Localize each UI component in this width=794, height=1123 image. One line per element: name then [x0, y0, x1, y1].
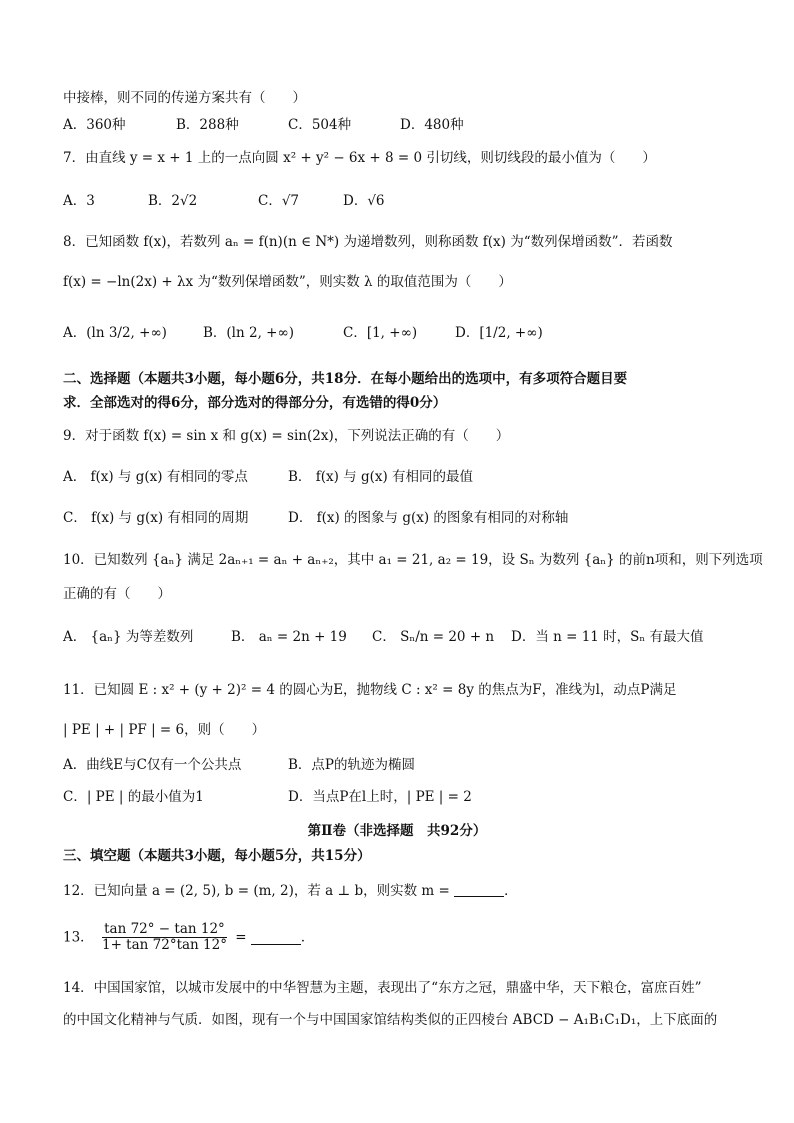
part2-heading: 第Ⅱ卷（非选择题 共92分） [307, 823, 487, 839]
q10-option-c: C． Sₙ/n = 20 + n [372, 629, 495, 645]
q13-fraction [100, 922, 229, 953]
q10-stem-line1: 10．已知数列 {aₙ} 满足 2aₙ₊₁ = aₙ + aₙ₊₂，其中 a₁ = 21, a₂ = 19，设 Sₙ 为数列 {aₙ} 的前n项和，则下列选项 [63, 552, 763, 568]
q8-stem-line2: f(x) = −ln(2x) + λx 为“数列保增函数”，则实数 λ 的取值范围为（ ） [63, 274, 512, 290]
q10-option-d: D．当 n = 11 时，Sₙ 有最大值 [511, 629, 704, 645]
q13-label: 13． [63, 929, 94, 946]
q6-option-b: B．288种 [176, 117, 239, 133]
q7-stem: 7．由直线 y = x + 1 上的一点向圆 x² + y² − 6x + 8 = 0 引切线，则切线段的最小值为（ ） [63, 150, 656, 166]
q13-numerator: tan 72° − tan 12° [104, 921, 225, 937]
q12-text: 12．已知向量 a = (2, 5), b = (m, 2)，若 a ⊥ b，则实数 m = [63, 883, 450, 899]
q11-option-c: C．| PE | 的最小值为1 [63, 789, 204, 805]
q11-stem-line1: 11．已知圆 E : x² + (y + 2)² = 4 的圆心为E，抛物线 C : x² = 8y 的焦点为F，准线为l，动点P满足 [63, 682, 677, 698]
q6-option-c: C．504种 [288, 117, 352, 133]
q6-tail: 中接棒，则不同的传递方案共有（ ） [63, 90, 306, 106]
q8-option-c: C．[1, +∞) [343, 325, 418, 341]
q11-option-a: A．曲线E与C仅有一个公共点 [63, 757, 242, 773]
q9-option-d: D． f(x) 的图象与 g(x) 的图象有相同的对称轴 [288, 510, 569, 526]
q6-option-d: D．480种 [400, 117, 464, 133]
q7-option-c: C．√7 [258, 193, 300, 209]
q11-stem-line2: | PE | + | PF | = 6，则（ ） [63, 722, 266, 738]
q13-denominator: 1+ tan 72°tan 12° [101, 937, 227, 953]
q8-stem-line1: 8．已知函数 f(x)，若数列 aₙ = f(n)(n ∈ N*) 为递增数列，则称函数 f(x) 为“数列保增函数”．若函数 [63, 234, 673, 250]
section3-heading: 三、填空题（本题共3小题，每小题5分，共15分） [63, 848, 371, 864]
q8-option-a: A．(ln 3/2, +∞) [63, 325, 167, 341]
q7-option-a: A．3 [63, 193, 95, 209]
q8-option-b: B．(ln 2, +∞) [203, 325, 294, 341]
section2-heading-line1: 二、选择题（本题共3小题，每小题6分，共18分．在每小题给出的选项中，有多项符合题目要 [63, 371, 628, 387]
q10-stem-line2: 正确的有（ ） [63, 586, 171, 602]
q13-stem: 13． $\frac{\tan 72^\circ - \tan 12^\circ}{1+ \tan 72^\circ\tan 12^\circ}$ = ． [63, 921, 315, 953]
q12-answer-blank [454, 882, 504, 897]
q9-option-c: C． f(x) 与 g(x) 有相同的周期 [63, 510, 249, 526]
q6-option-a: A．360种 [63, 117, 126, 133]
q11-option-b: B．点P的轨迹为椭圆 [288, 757, 416, 773]
q11-option-d: D．当点P在l上时，| PE | = 2 [288, 789, 472, 805]
q10-option-a: A． {aₙ} 为等差数列 [63, 629, 194, 645]
q14-stem-line2: 的中国文化精神与气质．如图，现有一个与中国国家馆结构类似的正四棱台 ABCD − A₁B₁C₁D₁，上下底面的 [63, 1012, 718, 1028]
q9-option-b: B． f(x) 与 g(x) 有相同的最值 [288, 469, 474, 485]
q12-stem: 12．已知向量 a = (2, 5), b = (m, 2)，若 a ⊥ b，则实数 m = ． [63, 883, 518, 899]
q7-option-d: D．√6 [343, 193, 385, 209]
q14-stem-line1: 14．中国国家馆，以城市发展中的中华智慧为主题，表现出了“东方之冠，鼎盛中华，天下粮仓，富庶百姓” [63, 980, 702, 996]
q13-answer-blank [251, 930, 301, 945]
section2-heading-line2: 求．全部选对的得6分，部分选对的得部分分，有选错的得0分） [63, 395, 447, 411]
q9-stem: 9．对于函数 f(x) = sin x 和 g(x) = sin(2x)，下列说法正确的有（ ） [63, 428, 510, 444]
q9-option-a: A． f(x) 与 g(x) 有相同的零点 [63, 469, 248, 485]
q10-option-b: B． aₙ = 2n + 19 [231, 629, 347, 645]
q8-option-d: D．[1/2, +∞) [455, 325, 543, 341]
q7-option-b: B．2√2 [148, 193, 198, 209]
